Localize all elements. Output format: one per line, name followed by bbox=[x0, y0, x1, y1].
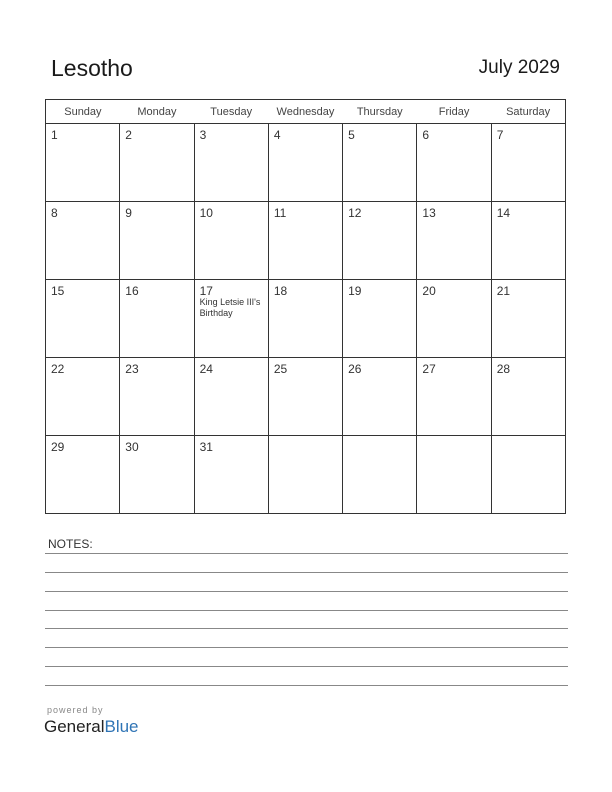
day-number: 5 bbox=[348, 128, 355, 142]
brand-logo bbox=[44, 717, 139, 737]
week-row bbox=[46, 124, 566, 202]
day-cell bbox=[417, 280, 491, 358]
day-number: 26 bbox=[348, 362, 362, 376]
month-title: July 2029 bbox=[478, 57, 560, 78]
day-number: 16 bbox=[125, 284, 139, 298]
day-cell bbox=[120, 124, 194, 202]
day-number: 8 bbox=[51, 206, 58, 220]
day-cell bbox=[343, 436, 417, 514]
weekday-wednesday: Wednesday bbox=[268, 100, 342, 124]
day-cell bbox=[46, 280, 120, 358]
day-cell bbox=[343, 124, 417, 202]
note-line bbox=[45, 666, 568, 667]
day-number: 15 bbox=[51, 284, 65, 298]
day-cell bbox=[46, 436, 120, 514]
day-cell bbox=[343, 280, 417, 358]
day-number: 7 bbox=[496, 128, 504, 142]
day-number: 29 bbox=[51, 440, 65, 454]
day-cell bbox=[268, 124, 342, 202]
note-line bbox=[45, 553, 568, 554]
day-number: 10 bbox=[199, 206, 213, 220]
day-cell bbox=[491, 358, 565, 436]
day-number: 19 bbox=[348, 284, 362, 298]
note-line bbox=[45, 685, 568, 686]
day-number: 6 bbox=[422, 128, 430, 142]
day-cell bbox=[417, 358, 491, 436]
day-cell bbox=[120, 436, 194, 514]
day-cell bbox=[194, 280, 268, 358]
day-cell bbox=[268, 202, 342, 280]
note-line bbox=[45, 628, 568, 629]
weekday-header-row bbox=[46, 100, 566, 124]
day-cell bbox=[417, 436, 491, 514]
day-number: 24 bbox=[199, 362, 213, 376]
day-cell bbox=[268, 436, 342, 514]
weekday-sunday: Sunday bbox=[46, 100, 120, 124]
weekday-friday: Friday bbox=[417, 100, 491, 124]
day-number: 14 bbox=[496, 206, 511, 220]
country-title: Lesotho bbox=[51, 55, 133, 81]
day-number: 27 bbox=[422, 362, 436, 376]
day-number: 28 bbox=[496, 362, 511, 376]
note-line bbox=[45, 610, 568, 611]
day-number: 22 bbox=[51, 362, 65, 376]
week-row bbox=[46, 280, 566, 358]
day-number: 13 bbox=[422, 206, 436, 220]
day-cell bbox=[343, 358, 417, 436]
brand-blue: Blue bbox=[104, 717, 139, 736]
day-cell bbox=[417, 202, 491, 280]
powered-by-text: powered by bbox=[47, 705, 104, 715]
week-row bbox=[46, 202, 566, 280]
day-number: 20 bbox=[422, 284, 436, 298]
day-number: 9 bbox=[125, 206, 132, 220]
week-row bbox=[46, 358, 566, 436]
day-cell bbox=[343, 202, 417, 280]
brand-general: General bbox=[44, 717, 105, 736]
day-cell bbox=[194, 202, 268, 280]
note-line bbox=[45, 647, 568, 648]
day-number: 11 bbox=[273, 206, 287, 220]
day-number: 25 bbox=[273, 362, 288, 376]
weekday-monday: Monday bbox=[120, 100, 194, 124]
day-cell bbox=[194, 358, 268, 436]
day-number: 17 bbox=[199, 284, 213, 298]
day-number: 23 bbox=[125, 362, 139, 376]
day-cell bbox=[417, 124, 491, 202]
calendar-grid bbox=[45, 99, 566, 514]
week-row bbox=[46, 436, 566, 514]
day-cell bbox=[194, 124, 268, 202]
day-cell bbox=[491, 436, 565, 514]
day-cell bbox=[491, 202, 565, 280]
day-cell bbox=[46, 124, 120, 202]
day-number: 1 bbox=[51, 128, 58, 142]
weekday-tuesday: Tuesday bbox=[194, 100, 268, 124]
weekday-saturday: Saturday bbox=[491, 100, 565, 124]
holiday-label: King Letsie III's Birthday bbox=[199, 297, 261, 318]
day-number: 12 bbox=[348, 206, 362, 220]
note-line bbox=[45, 591, 568, 592]
day-cell bbox=[120, 358, 194, 436]
day-cell bbox=[268, 280, 342, 358]
day-number: 21 bbox=[496, 284, 511, 298]
day-cell bbox=[46, 202, 120, 280]
day-cell bbox=[491, 124, 565, 202]
day-number: 18 bbox=[273, 284, 288, 298]
day-cell bbox=[46, 358, 120, 436]
notes-label: NOTES: bbox=[48, 537, 93, 551]
day-cell bbox=[120, 202, 194, 280]
day-number: 2 bbox=[125, 128, 132, 142]
day-number: 4 bbox=[273, 128, 281, 142]
day-number: 31 bbox=[199, 440, 213, 454]
day-number: 30 bbox=[125, 440, 139, 454]
day-number: 3 bbox=[199, 128, 207, 142]
day-cell bbox=[491, 280, 565, 358]
day-cell bbox=[194, 436, 268, 514]
day-cell bbox=[268, 358, 342, 436]
day-cell bbox=[120, 280, 194, 358]
note-line bbox=[45, 572, 568, 573]
weekday-thursday: Thursday bbox=[343, 100, 417, 124]
